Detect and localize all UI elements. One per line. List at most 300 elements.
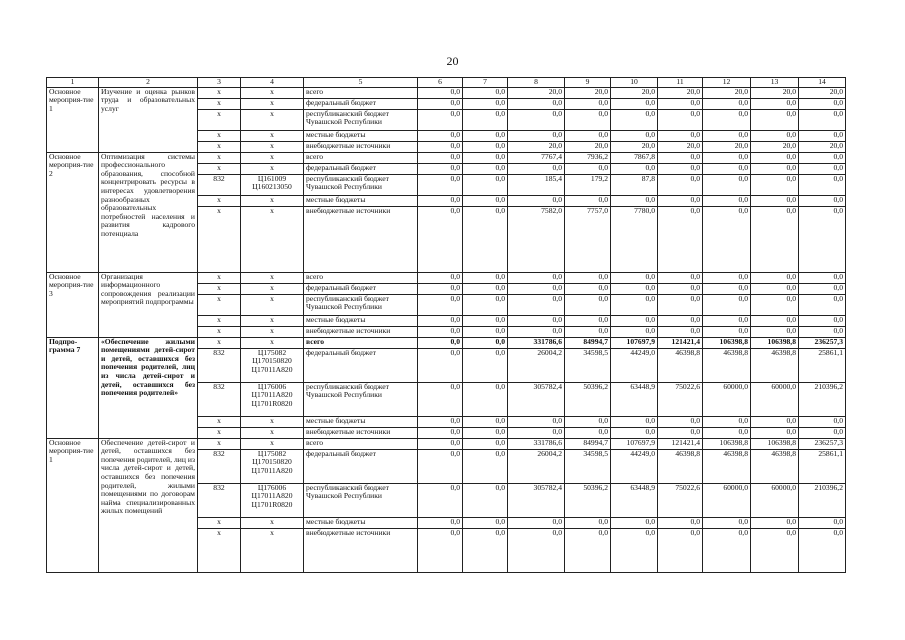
budget-code: x [241, 283, 304, 294]
amount-cell: 0,0 [463, 382, 508, 416]
admin-code: 832 [198, 174, 241, 195]
amount-cell: 0,0 [799, 517, 846, 528]
column-header: 1 [47, 78, 99, 88]
program-label: Основное мероприя-тие 1 [47, 87, 99, 152]
amount-cell: 25861,1 [799, 348, 846, 382]
amount-cell: 84994,7 [565, 337, 611, 348]
admin-code: x [198, 141, 241, 152]
amount-cell: 0,0 [799, 130, 846, 141]
amount-cell: 0,0 [418, 528, 463, 572]
budget-code: x [241, 294, 304, 315]
amount-cell: 63448,9 [611, 382, 658, 416]
amount-cell: 0,0 [418, 348, 463, 382]
amount-cell: 0,0 [565, 294, 611, 315]
amount-cell: 0,0 [799, 152, 846, 163]
column-header: 13 [751, 78, 799, 88]
column-header: 14 [799, 78, 846, 88]
column-header: 3 [198, 78, 241, 88]
amount-cell: 0,0 [799, 174, 846, 195]
budget-code: x [241, 416, 304, 427]
amount-cell: 236257,3 [799, 337, 846, 348]
funding-source: федеральный бюджет [304, 98, 418, 109]
amount-cell: 0,0 [463, 427, 508, 438]
amount-cell: 210396,2 [799, 483, 846, 517]
funding-source: всего [304, 337, 418, 348]
amount-cell: 0,0 [418, 195, 463, 206]
amount-cell: 0,0 [508, 272, 565, 283]
amount-cell: 121421,4 [658, 337, 703, 348]
admin-code: x [198, 87, 241, 98]
amount-cell: 0,0 [658, 109, 703, 130]
amount-cell: 0,0 [703, 109, 751, 130]
amount-cell: 46398,8 [658, 449, 703, 483]
column-header: 7 [463, 78, 508, 88]
amount-cell: 25861,1 [799, 449, 846, 483]
amount-cell: 0,0 [799, 109, 846, 130]
amount-cell: 0,0 [418, 294, 463, 315]
admin-code: x [198, 283, 241, 294]
budget-code: x [241, 130, 304, 141]
amount-cell: 0,0 [418, 174, 463, 195]
amount-cell: 0,0 [751, 528, 799, 572]
amount-cell: 107697,9 [611, 337, 658, 348]
column-header: 12 [703, 78, 751, 88]
amount-cell: 20,0 [799, 141, 846, 152]
funding-source: всего [304, 438, 418, 449]
amount-cell: 20,0 [751, 87, 799, 98]
amount-cell: 0,0 [799, 195, 846, 206]
amount-cell: 0,0 [703, 98, 751, 109]
amount-cell: 20,0 [565, 141, 611, 152]
amount-cell: 0,0 [508, 528, 565, 572]
amount-cell: 7867,8 [611, 152, 658, 163]
amount-cell: 0,0 [658, 528, 703, 572]
admin-code: x [198, 517, 241, 528]
amount-cell: 0,0 [703, 294, 751, 315]
amount-cell: 106398,8 [751, 438, 799, 449]
amount-cell: 0,0 [611, 427, 658, 438]
amount-cell: 107697,9 [611, 438, 658, 449]
amount-cell: 20,0 [751, 141, 799, 152]
amount-cell: 20,0 [799, 87, 846, 98]
amount-cell: 0,0 [751, 283, 799, 294]
table-row [47, 152, 846, 163]
amount-cell: 0,0 [799, 528, 846, 572]
amount-cell: 0,0 [418, 141, 463, 152]
amount-cell: 34598,5 [565, 449, 611, 483]
amount-cell: 0,0 [799, 283, 846, 294]
funding-source: всего [304, 272, 418, 283]
amount-cell: 46398,8 [703, 449, 751, 483]
budget-code: x [241, 272, 304, 283]
amount-cell: 0,0 [418, 517, 463, 528]
amount-cell: 0,0 [799, 326, 846, 337]
amount-cell: 0,0 [463, 438, 508, 449]
amount-cell: 84994,7 [565, 438, 611, 449]
page-number: 20 [446, 54, 459, 68]
column-header: 4 [241, 78, 304, 88]
funding-source: всего [304, 87, 418, 98]
admin-code: x [198, 438, 241, 449]
amount-cell: 0,0 [418, 206, 463, 272]
funding-source: республиканский бюджет Чувашской Республики [304, 483, 418, 517]
amount-cell: 7757,0 [565, 206, 611, 272]
amount-cell: 0,0 [611, 98, 658, 109]
funding-source: федеральный бюджет [304, 283, 418, 294]
program-label: Подпро-грамма 7 [47, 337, 99, 438]
amount-cell: 44249,0 [611, 449, 658, 483]
amount-cell: 63448,9 [611, 483, 658, 517]
amount-cell: 179,2 [565, 174, 611, 195]
amount-cell: 0,0 [751, 174, 799, 195]
admin-code: 832 [198, 483, 241, 517]
table-row [47, 438, 846, 449]
amount-cell: 0,0 [703, 283, 751, 294]
admin-code: x [198, 195, 241, 206]
amount-cell: 0,0 [703, 206, 751, 272]
amount-cell: 7780,0 [611, 206, 658, 272]
amount-cell: 20,0 [703, 141, 751, 152]
amount-cell: 60000,0 [703, 382, 751, 416]
amount-cell: 0,0 [463, 326, 508, 337]
amount-cell: 0,0 [751, 326, 799, 337]
amount-cell: 0,0 [565, 130, 611, 141]
column-header: 10 [611, 78, 658, 88]
amount-cell: 0,0 [418, 326, 463, 337]
amount-cell: 0,0 [565, 283, 611, 294]
amount-cell: 0,0 [463, 416, 508, 427]
admin-code: x [198, 294, 241, 315]
amount-cell: 0,0 [751, 163, 799, 174]
amount-cell: 0,0 [751, 98, 799, 109]
amount-cell: 0,0 [658, 130, 703, 141]
funding-source: внебюджетные источники [304, 206, 418, 272]
amount-cell: 0,0 [703, 326, 751, 337]
amount-cell: 0,0 [463, 483, 508, 517]
funding-source: внебюджетные источники [304, 326, 418, 337]
funding-source: местные бюджеты [304, 130, 418, 141]
budget-code: Ц176006 Ц17011А820 Ц1701R0820 [241, 382, 304, 416]
amount-cell: 0,0 [418, 98, 463, 109]
amount-cell: 0,0 [799, 163, 846, 174]
amount-cell: 0,0 [799, 206, 846, 272]
admin-code: x [198, 206, 241, 272]
amount-cell: 0,0 [799, 427, 846, 438]
amount-cell: 331786,6 [508, 337, 565, 348]
amount-cell: 0,0 [463, 517, 508, 528]
amount-cell: 34598,5 [565, 348, 611, 382]
program-label: Основное мероприя-тие 2 [47, 152, 99, 272]
amount-cell: 0,0 [703, 416, 751, 427]
amount-cell: 44249,0 [611, 348, 658, 382]
amount-cell: 0,0 [463, 87, 508, 98]
amount-cell: 75022,6 [658, 382, 703, 416]
amount-cell: 0,0 [418, 427, 463, 438]
amount-cell: 0,0 [611, 528, 658, 572]
budget-code: Ц176006 Ц17011А820 Ц1701R0820 [241, 483, 304, 517]
funding-source: внебюджетные источники [304, 141, 418, 152]
amount-cell: 0,0 [463, 174, 508, 195]
amount-cell: 0,0 [418, 283, 463, 294]
admin-code: x [198, 130, 241, 141]
amount-cell: 0,0 [508, 517, 565, 528]
budget-code: x [241, 337, 304, 348]
amount-cell: 0,0 [703, 528, 751, 572]
amount-cell: 106398,8 [703, 337, 751, 348]
amount-cell: 60000,0 [703, 483, 751, 517]
column-header: 5 [304, 78, 418, 88]
amount-cell: 0,0 [463, 272, 508, 283]
funding-source: республиканский бюджет Чувашской Республики [304, 382, 418, 416]
budget-code: x [241, 87, 304, 98]
amount-cell: 0,0 [703, 517, 751, 528]
amount-cell: 0,0 [463, 195, 508, 206]
admin-code: x [198, 528, 241, 572]
amount-cell: 75022,6 [658, 483, 703, 517]
amount-cell: 0,0 [751, 517, 799, 528]
amount-cell: 0,0 [418, 130, 463, 141]
amount-cell: 26004,2 [508, 449, 565, 483]
amount-cell: 0,0 [418, 438, 463, 449]
amount-cell: 0,0 [799, 416, 846, 427]
funding-source: федеральный бюджет [304, 449, 418, 483]
amount-cell: 0,0 [418, 416, 463, 427]
admin-code: x [198, 326, 241, 337]
amount-cell: 0,0 [658, 326, 703, 337]
amount-cell: 305782,4 [508, 483, 565, 517]
amount-cell: 0,0 [463, 163, 508, 174]
amount-cell: 20,0 [611, 141, 658, 152]
amount-cell: 46398,8 [703, 348, 751, 382]
budget-code: Ц161009 Ц160213050 [241, 174, 304, 195]
amount-cell: 0,0 [751, 206, 799, 272]
amount-cell: 0,0 [611, 315, 658, 326]
amount-cell: 0,0 [703, 163, 751, 174]
program-label: Основное мероприя-тие 3 [47, 272, 99, 337]
amount-cell: 0,0 [508, 109, 565, 130]
amount-cell: 0,0 [611, 163, 658, 174]
amount-cell: 0,0 [703, 427, 751, 438]
amount-cell: 0,0 [565, 195, 611, 206]
funding-source: местные бюджеты [304, 416, 418, 427]
amount-cell: 7767,4 [508, 152, 565, 163]
amount-cell: 20,0 [565, 87, 611, 98]
amount-cell: 0,0 [799, 272, 846, 283]
amount-cell: 0,0 [751, 195, 799, 206]
budget-code: x [241, 152, 304, 163]
column-header: 9 [565, 78, 611, 88]
amount-cell: 0,0 [508, 130, 565, 141]
amount-cell: 106398,8 [751, 337, 799, 348]
amount-cell: 0,0 [611, 130, 658, 141]
amount-cell: 0,0 [658, 283, 703, 294]
funding-source: местные бюджеты [304, 195, 418, 206]
amount-cell: 0,0 [463, 337, 508, 348]
amount-cell: 0,0 [463, 294, 508, 315]
amount-cell: 20,0 [658, 141, 703, 152]
amount-cell: 0,0 [751, 416, 799, 427]
header-row [47, 78, 846, 88]
table-row [47, 272, 846, 283]
amount-cell: 0,0 [565, 98, 611, 109]
amount-cell: 0,0 [508, 416, 565, 427]
amount-cell: 0,0 [508, 163, 565, 174]
amount-cell: 0,0 [611, 195, 658, 206]
amount-cell: 0,0 [463, 109, 508, 130]
amount-cell: 0,0 [463, 206, 508, 272]
amount-cell: 0,0 [658, 152, 703, 163]
amount-cell: 7936,2 [565, 152, 611, 163]
amount-cell: 0,0 [658, 163, 703, 174]
amount-cell: 0,0 [565, 427, 611, 438]
amount-cell: 0,0 [508, 427, 565, 438]
amount-cell: 331786,6 [508, 438, 565, 449]
amount-cell: 0,0 [565, 163, 611, 174]
program-description: Обеспечение детей-сирот и детей, оставшихся без попечения родителей, лиц из числа детей-сирот и детей, оставшихся без попечения родителей, жилыми помещениями по договорам найма специализированных жилых помещений [99, 438, 198, 572]
funding-source: федеральный бюджет [304, 348, 418, 382]
admin-code: x [198, 163, 241, 174]
amount-cell: 0,0 [658, 174, 703, 195]
amount-cell: 0,0 [751, 109, 799, 130]
amount-cell: 305782,4 [508, 382, 565, 416]
amount-cell: 0,0 [658, 416, 703, 427]
amount-cell: 46398,8 [658, 348, 703, 382]
amount-cell: 0,0 [463, 152, 508, 163]
funding-source: внебюджетные источники [304, 427, 418, 438]
amount-cell: 0,0 [463, 449, 508, 483]
amount-cell: 20,0 [703, 87, 751, 98]
amount-cell: 0,0 [463, 141, 508, 152]
amount-cell: 0,0 [703, 272, 751, 283]
admin-code: x [198, 272, 241, 283]
amount-cell: 0,0 [703, 152, 751, 163]
budget-code: x [241, 195, 304, 206]
budget-code: x [241, 315, 304, 326]
admin-code: x [198, 109, 241, 130]
amount-cell: 0,0 [565, 517, 611, 528]
amount-cell: 7582,0 [508, 206, 565, 272]
amount-cell: 0,0 [418, 87, 463, 98]
funding-source: местные бюджеты [304, 517, 418, 528]
amount-cell: 0,0 [751, 294, 799, 315]
amount-cell: 0,0 [418, 382, 463, 416]
amount-cell: 0,0 [703, 174, 751, 195]
amount-cell: 0,0 [565, 528, 611, 572]
amount-cell: 0,0 [611, 283, 658, 294]
admin-code: x [198, 427, 241, 438]
table-row [47, 337, 846, 348]
funding-source: республиканский бюджет Чувашской Республики [304, 294, 418, 315]
amount-cell: 60000,0 [751, 382, 799, 416]
amount-cell: 0,0 [703, 130, 751, 141]
amount-cell: 20,0 [658, 87, 703, 98]
amount-cell: 20,0 [508, 141, 565, 152]
amount-cell: 0,0 [418, 315, 463, 326]
funding-source: республиканский бюджет Чувашской Республики [304, 174, 418, 195]
amount-cell: 0,0 [418, 449, 463, 483]
budget-code: x [241, 141, 304, 152]
admin-code: 832 [198, 382, 241, 416]
funding-source: всего [304, 152, 418, 163]
amount-cell: 0,0 [658, 315, 703, 326]
amount-cell: 0,0 [751, 130, 799, 141]
amount-cell: 50396,2 [565, 382, 611, 416]
column-header: 11 [658, 78, 703, 88]
amount-cell: 0,0 [565, 326, 611, 337]
amount-cell: 0,0 [463, 98, 508, 109]
amount-cell: 0,0 [508, 326, 565, 337]
amount-cell: 0,0 [799, 98, 846, 109]
program-description: Организация информационного сопровождения реализации мероприятий подпрограммы [99, 272, 198, 337]
amount-cell: 0,0 [463, 528, 508, 572]
amount-cell: 0,0 [658, 195, 703, 206]
budget-code: x [241, 206, 304, 272]
amount-cell: 0,0 [799, 315, 846, 326]
amount-cell: 0,0 [418, 337, 463, 348]
amount-cell: 26004,2 [508, 348, 565, 382]
amount-cell: 0,0 [658, 427, 703, 438]
amount-cell: 0,0 [565, 109, 611, 130]
amount-cell: 0,0 [418, 163, 463, 174]
amount-cell: 0,0 [463, 283, 508, 294]
amount-cell: 0,0 [611, 416, 658, 427]
table-row [47, 87, 846, 98]
amount-cell: 0,0 [703, 315, 751, 326]
amount-cell: 50396,2 [565, 483, 611, 517]
amount-cell: 0,0 [508, 294, 565, 315]
amount-cell: 121421,4 [658, 438, 703, 449]
admin-code: 832 [198, 348, 241, 382]
amount-cell: 0,0 [418, 272, 463, 283]
amount-cell: 0,0 [703, 195, 751, 206]
amount-cell: 0,0 [799, 294, 846, 315]
amount-cell: 0,0 [508, 195, 565, 206]
funding-source: местные бюджеты [304, 315, 418, 326]
amount-cell: 87,8 [611, 174, 658, 195]
budget-code: x [241, 528, 304, 572]
amount-cell: 46398,8 [751, 348, 799, 382]
amount-cell: 0,0 [508, 98, 565, 109]
program-label: Основное мероприя-тие 1 [47, 438, 99, 572]
amount-cell: 0,0 [658, 517, 703, 528]
program-description: Изучение и оценка рынков труда и образовательных услуг [99, 87, 198, 152]
program-description: «Обеспечение жилыми помещениями детей-сирот и детей, оставшихся без попечения родителей, лиц из числа детей-сирот и детей, оставшихся без попечения родителей» [99, 337, 198, 438]
amount-cell: 0,0 [463, 348, 508, 382]
budget-code: x [241, 109, 304, 130]
amount-cell: 0,0 [463, 130, 508, 141]
amount-cell: 0,0 [751, 427, 799, 438]
admin-code: 832 [198, 449, 241, 483]
column-header: 2 [99, 78, 198, 88]
amount-cell: 0,0 [611, 294, 658, 315]
amount-cell: 0,0 [418, 152, 463, 163]
amount-cell: 0,0 [418, 109, 463, 130]
amount-cell: 20,0 [508, 87, 565, 98]
amount-cell: 0,0 [565, 315, 611, 326]
amount-cell: 0,0 [658, 98, 703, 109]
admin-code: x [198, 152, 241, 163]
amount-cell: 60000,0 [751, 483, 799, 517]
amount-cell: 0,0 [508, 283, 565, 294]
amount-cell: 46398,8 [751, 449, 799, 483]
amount-cell: 20,0 [611, 87, 658, 98]
amount-cell: 236257,3 [799, 438, 846, 449]
amount-cell: 0,0 [751, 272, 799, 283]
amount-cell: 0,0 [611, 109, 658, 130]
amount-cell: 185,4 [508, 174, 565, 195]
admin-code: x [198, 416, 241, 427]
amount-cell: 0,0 [508, 315, 565, 326]
